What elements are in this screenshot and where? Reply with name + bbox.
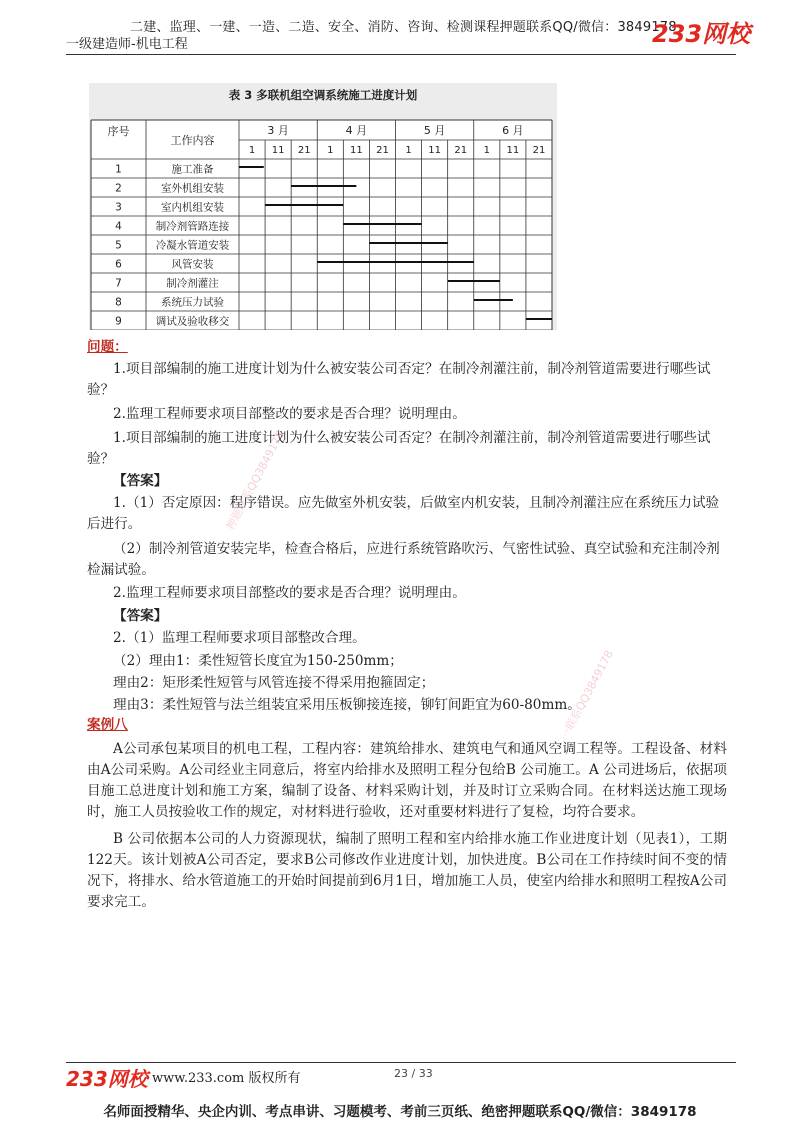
row-number: 1 — [115, 163, 122, 176]
month-label: 3 月 — [267, 124, 289, 137]
row-number: 3 — [115, 201, 122, 214]
day-label: 1 — [248, 145, 256, 156]
answer-label-2: 【答案】 — [113, 608, 168, 624]
question-1-repeat: 1.项目部编制的施工进度计划为什么被安装公司否定？在制冷剂灌注前，制冷剂管道需要进行哪些试验？ — [87, 430, 711, 467]
header-line-1: 二建、监理、一建、一造、二造、安全、消防、咨询、检测课程押题联系QQ/微信：3849178 — [130, 20, 677, 35]
answer-1-part-2: （2）制冷剂管道安装完毕，检查合格后，应进行系统管路吹污、气密性试验、真空试验和充注制冷剂检漏试验。 — [87, 541, 720, 578]
watermark-2: 一联系QQ3849178 — [557, 648, 616, 743]
footer-divider — [66, 1062, 736, 1063]
schedule-table-title: 表 3 多联机组空调系统施工进度计划 — [228, 88, 418, 102]
row-task: 冷凝水管道安装 — [155, 239, 230, 252]
row-task: 室外机组安装 — [161, 182, 224, 195]
header-col-number: 序号 — [107, 125, 130, 138]
answer-label-1: 【答案】 — [113, 473, 168, 489]
row-task: 室内机组安装 — [161, 201, 224, 214]
header-subject: 一级建造师-机电工程 — [66, 37, 188, 52]
schedule-table — [89, 83, 557, 330]
case-heading: 案例八 — [87, 717, 128, 733]
day-label: 11 — [506, 145, 520, 156]
row-number: 4 — [115, 220, 122, 233]
row-number: 9 — [115, 315, 122, 328]
day-label: 21 — [454, 145, 468, 156]
question-2-repeat: 2.监理工程师要求项目部整改的要求是否合理？说明理由。 — [113, 585, 466, 601]
day-label: 11 — [271, 145, 285, 156]
day-label: 1 — [405, 145, 412, 156]
header-divider — [66, 54, 736, 55]
question-2: 2.监理工程师要求项目部整改的要求是否合理？说明理由。 — [113, 406, 466, 422]
footer-copyright: www.233.com 版权所有 — [152, 1071, 301, 1086]
answer-2-line-4: 理由3：柔性短管与法兰组装宜采用压板铆接连接，铆钉间距宜为60-80mm。 — [113, 697, 581, 713]
month-label: 5 月 — [423, 124, 446, 137]
case-paragraph-2: B 公司依据本公司的人力资源现状，编制了照明工程和室内给排水施工作业进度计划（见表1），工期122天。该计划被A公司否定，要求B公司修改作业进度计划，加快进度。B公司在工作持续时间不变的情况下，将排水、给水管道施工的开始时间提前到6月1日，增加施工人员，使室内给排水和照明工程按A公司要求完工。 — [87, 831, 727, 910]
row-number: 2 — [115, 182, 122, 195]
footer-promo: 名师面授精华、央企内训、考点串讲、习题模考、考前三页纸、绝密押题联系QQ/微信：3849178 — [103, 1104, 697, 1120]
day-label: 1 — [327, 145, 334, 156]
row-number: 6 — [115, 258, 122, 271]
day-label: 11 — [350, 145, 363, 156]
month-label: 6 月 — [502, 124, 524, 137]
row-task: 调试及验收移交 — [155, 315, 230, 328]
question-label: 问题： — [87, 339, 128, 355]
row-number: 5 — [115, 239, 122, 252]
brand-logo-header: 233网校 — [652, 20, 751, 48]
row-task: 系统压力试验 — [161, 296, 224, 309]
page-number: 23 / 33 — [394, 1067, 433, 1080]
answer-1-part-1: 1.（1）否定原因：程序错误。应先做室外机安装，后做室内机安装，且制冷剂灌注应在系统压力试验后进行。 — [87, 495, 720, 532]
question-1: 1.项目部编制的施工进度计划为什么被安装公司否定？在制冷剂灌注前，制冷剂管道需要进行哪些试验？ — [87, 361, 711, 398]
month-label: 4 月 — [345, 124, 368, 137]
row-number: 7 — [115, 277, 122, 290]
day-label: 21 — [297, 145, 311, 156]
day-label: 21 — [532, 145, 546, 156]
answer-2-line-2: （2）理由1：柔性短管长度宜为150-250mm； — [113, 653, 403, 669]
row-number: 8 — [115, 296, 122, 309]
day-label: 11 — [428, 145, 441, 156]
watermark-1: 押题联系QQ3849178 — [223, 428, 288, 533]
day-label: 1 — [483, 145, 490, 156]
brand-logo-footer: 233网校 — [66, 1067, 148, 1091]
case-paragraph-1: A公司承包某项目的机电工程，工程内容：建筑给排水、建筑电气和通风空调工程等。工程设备、材料由A公司采购。A公司经业主同意后，将室内给排水及照明工程分包给B 公司施工。A 公司进场后，依据项目施工总进度计划和施工方案，编制了设备、材料采购计划，并及时订立采购合同。在材料送达施工现场时，施工人员按验收工作的规定，对材料进行验收，还对重要材料进行了复检，均符合要求。 — [87, 741, 727, 820]
answer-2-line-1: 2.（1）监理工程师要求项目部整改合理。 — [113, 630, 366, 646]
row-task: 风管安装 — [171, 258, 214, 271]
row-task: 制冷剂管路连接 — [155, 220, 230, 233]
header-col-task: 工作内容 — [170, 134, 215, 147]
row-task: 施工准备 — [171, 163, 214, 176]
row-task: 制冷剂灌注 — [166, 277, 219, 290]
answer-2-line-3: 理由2：矩形柔性短管与风管连接不得采用抱箍固定； — [113, 675, 435, 691]
day-label: 21 — [376, 145, 389, 156]
